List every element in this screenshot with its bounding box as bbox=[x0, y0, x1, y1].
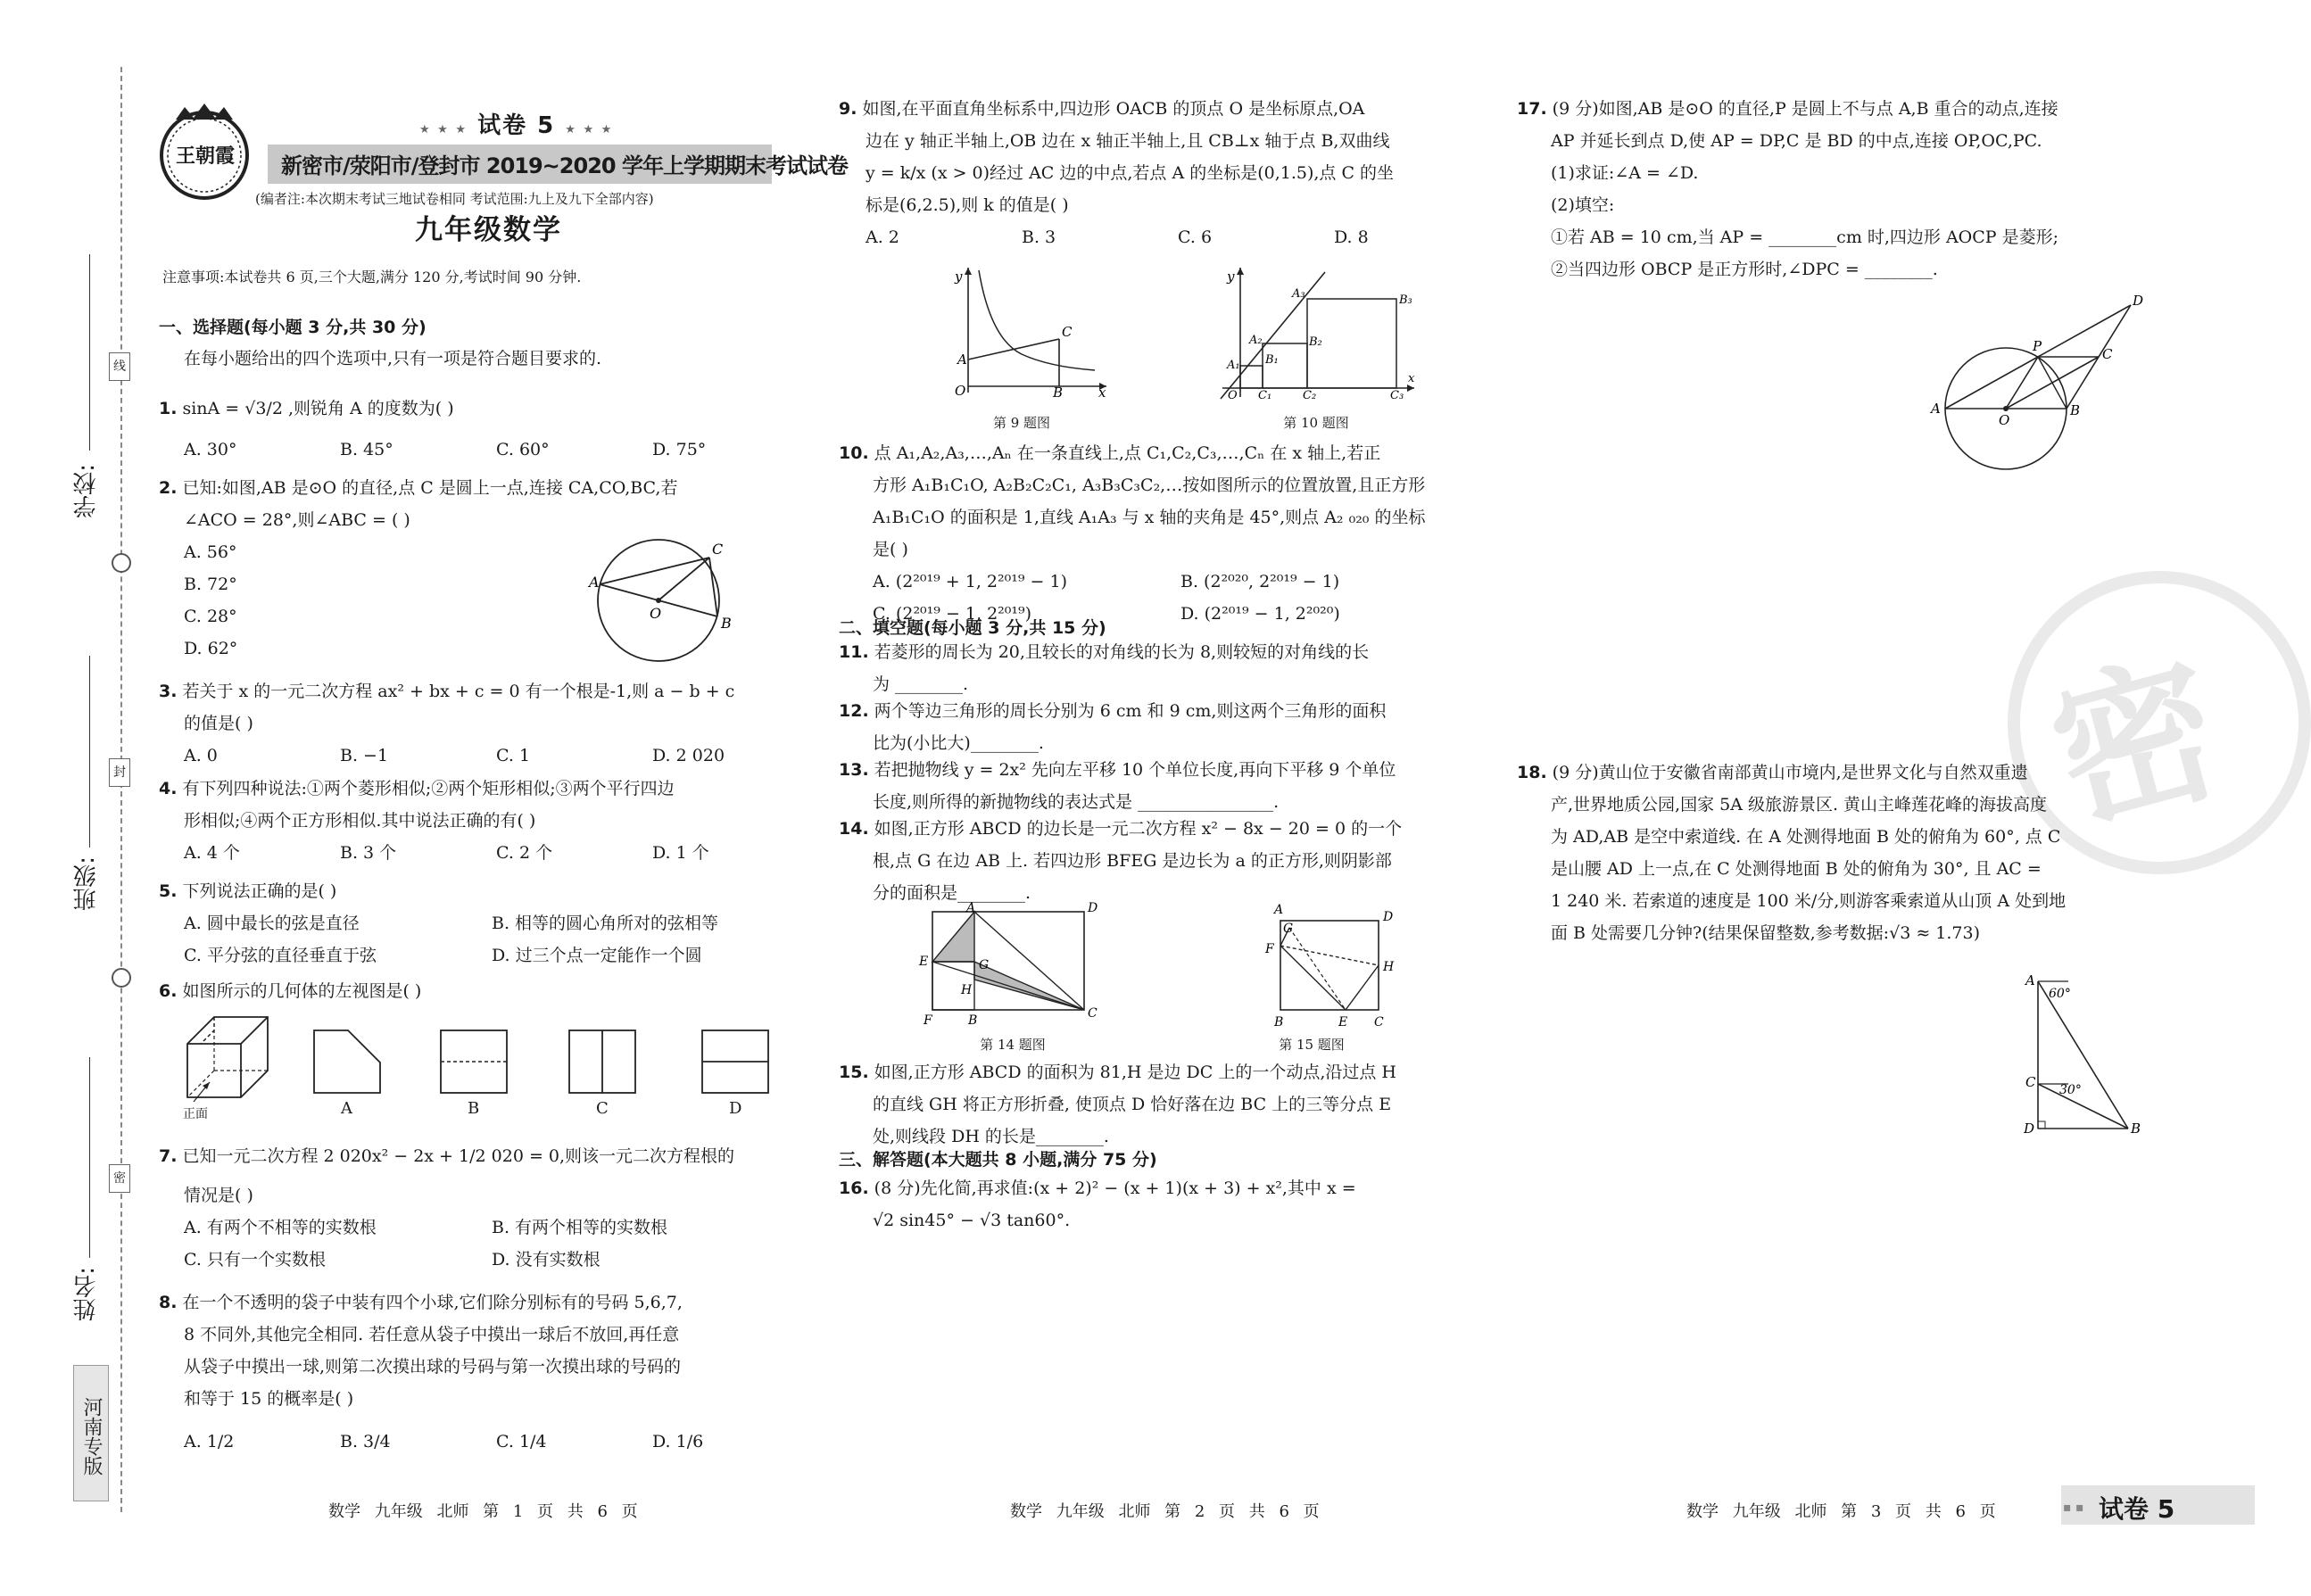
q14-caption: 第 14 题图 bbox=[980, 1037, 1046, 1053]
province-box: 河南专版 bbox=[73, 1365, 109, 1501]
q9-option-a[interactable]: A. 2 bbox=[866, 227, 899, 247]
svg-text:y: y bbox=[955, 269, 963, 285]
question-16: 16. (8 分)先化简,再求值:(x + 2)² − (x + 1)(x + 3) + x²,其中 x = √2 sin45° − √3 tan60°. bbox=[839, 1178, 1356, 1230]
exam-title: 新密市/荥阳市/登封市 2019~2020 学年上学期期末考试试卷 bbox=[281, 153, 848, 178]
question-7: 7. 已知一元二次方程 2 020x² − 2x + 1/2 020 = 0,则该一元二次方程根的 情况是( ) A. 有两个不相等的实数根 B. 有两个相等的实数根 C. 只有一个实数根 D. 没有实数根 bbox=[159, 1140, 799, 1276]
svg-text:C: C bbox=[1374, 1015, 1384, 1030]
svg-text:C: C bbox=[2025, 1074, 2036, 1090]
q7-option-c[interactable]: C. 只有一个实数根 bbox=[184, 1250, 326, 1269]
binding-mark-3: 密 bbox=[109, 1164, 130, 1193]
q3-option-a[interactable]: A. 0 bbox=[184, 746, 218, 765]
svg-text:E: E bbox=[919, 955, 929, 969]
svg-text:y: y bbox=[1227, 269, 1235, 285]
subject-title: 九年级数学 bbox=[415, 214, 562, 246]
q6-option-b-figure[interactable] bbox=[439, 1029, 510, 1096]
q4-option-d[interactable]: D. 1 个 bbox=[652, 843, 709, 863]
q15-figure bbox=[1249, 901, 1405, 1030]
name-label: 姓名: bbox=[73, 1267, 100, 1321]
q5-option-d[interactable]: D. 过三个点一定能作一个圆 bbox=[492, 946, 702, 965]
binding-mark-2: 封 bbox=[109, 758, 130, 787]
school-label: 学校: bbox=[73, 464, 100, 518]
q10-caption: 第 10 题图 bbox=[1283, 415, 1349, 431]
svg-text:C: C bbox=[1088, 1006, 1098, 1021]
q10-option-c[interactable]: C. (2²⁰¹⁹ − 1, 2²⁰¹⁹) bbox=[873, 604, 1032, 624]
class-line bbox=[89, 656, 90, 848]
svg-text:P: P bbox=[2033, 338, 2042, 354]
q6-label-a: A bbox=[341, 1099, 352, 1118]
svg-text:A₁: A₁ bbox=[1227, 359, 1240, 372]
svg-text:G: G bbox=[1283, 922, 1294, 936]
footer-badge-dots: ▪ ▪ bbox=[2063, 1501, 2084, 1515]
svg-text:F: F bbox=[924, 1013, 932, 1028]
q6-label-c: C bbox=[596, 1099, 609, 1118]
q9-option-c[interactable]: C. 6 bbox=[1178, 227, 1213, 247]
q9-caption: 第 9 题图 bbox=[992, 415, 1051, 431]
svg-text:O: O bbox=[955, 383, 966, 399]
q6-front-label: 正面 bbox=[183, 1107, 208, 1121]
svg-text:B: B bbox=[1053, 385, 1064, 401]
svg-text:O: O bbox=[1228, 389, 1238, 402]
svg-text:O: O bbox=[650, 605, 662, 622]
footer-page-1: 数学 九年级 北师 第 1 页 共 6 页 bbox=[328, 1502, 638, 1521]
q17-figure bbox=[1927, 293, 2144, 473]
q3-option-c[interactable]: C. 1 bbox=[496, 746, 531, 765]
svg-text:D: D bbox=[2133, 293, 2144, 309]
star-icon: ★ ★ ★ bbox=[419, 123, 468, 136]
section2-title: 二、填空题(每小题 3 分,共 15 分) bbox=[839, 618, 1106, 638]
svg-text:A: A bbox=[966, 901, 976, 915]
section3-title: 三、解答题(本大题共 8 小题,满分 75 分) bbox=[839, 1150, 1157, 1170]
q2-option-d[interactable]: D. 62° bbox=[184, 639, 238, 658]
svg-text:D: D bbox=[1088, 901, 1098, 915]
q1-option-a[interactable]: A. 30° bbox=[184, 440, 237, 459]
q1-option-c[interactable]: C. 60° bbox=[496, 440, 550, 459]
footer-badge: 试卷 5 bbox=[2099, 1494, 2175, 1524]
q7-option-a[interactable]: A. 有两个不相等的实数根 bbox=[184, 1218, 377, 1237]
svg-text:E: E bbox=[1338, 1015, 1348, 1030]
svg-text:H: H bbox=[961, 983, 973, 997]
exam-badge: ★ ★ ★ 试卷 5 ★ ★ ★ bbox=[419, 112, 614, 139]
svg-text:A: A bbox=[2025, 972, 2035, 988]
q4-option-b[interactable]: B. 3 个 bbox=[340, 843, 397, 863]
q8-option-c[interactable]: C. 1/4 bbox=[496, 1432, 547, 1451]
svg-text:C₃: C₃ bbox=[1390, 389, 1404, 402]
q10-option-a[interactable]: A. (2²⁰¹⁹ + 1, 2²⁰¹⁹ − 1) bbox=[873, 572, 1067, 591]
svg-text:A: A bbox=[589, 574, 600, 591]
q5-option-a[interactable]: A. 圆中最长的弦是直径 bbox=[184, 914, 360, 933]
logo bbox=[153, 100, 256, 203]
exam-notice: 注意事项:本试卷共 6 页,三个大题,满分 120 分,考试时间 90 分钟. bbox=[162, 269, 582, 285]
q1-option-b[interactable]: B. 45° bbox=[340, 440, 393, 459]
question-12: 12. 两个等边三角形的周长分别为 6 cm 和 9 cm,则这两个三角形的面积 比为(小比大)________. bbox=[839, 701, 1387, 753]
question-14: 14. 如图,正方形 ABCD 的边长是一元二次方程 x² − 8x − 20 = 0 的一个 根,点 G 在边 AB 上. 若四边形 BFEG 是边长为 a 的正方形,则阴影部 分的面积是________. bbox=[839, 819, 1403, 903]
svg-text:H: H bbox=[1383, 960, 1395, 974]
q6-label-b: B bbox=[468, 1099, 480, 1118]
q2-option-c[interactable]: C. 28° bbox=[184, 607, 237, 626]
question-10: 10. 点 A₁,A₂,A₃,…,Aₙ 在一条直线上,点 C₁,C₂,C₃,…,Cₙ 在 x 轴上,若正 方形 A₁B₁C₁O, A₂B₂C₂C₁, A₃B₃C₃C₂,…按如图所示的位置放置,且正方形 A₁B₁C₁O 的面积是 1,直线 A₁A₃ 与 x 轴的夹角是 45°,则点 A₂ ₀₂₀ 的坐标 是( ) A. (2²⁰¹⁹ + 1, 2²⁰¹⁹ − 1) B. (2²⁰²⁰, 2²⁰¹⁹ − 1) C. (2²⁰¹⁹ − 1, 2²⁰¹⁹) D. (2²⁰¹⁹ − 1, 2²⁰²⁰) bbox=[839, 437, 1488, 630]
svg-text:B: B bbox=[721, 615, 732, 632]
binding-hole-2 bbox=[112, 968, 131, 988]
question-2: 2. 已知:如图,AB 是⊙O 的直径,点 C 是圆上一点,连接 CA,CO,BC,若 ∠ACO = 28°,则∠ABC = ( ) A. 56° B. 72° C. 28° D. 62° bbox=[159, 472, 677, 665]
q10-option-b[interactable]: B. (2²⁰²⁰, 2²⁰¹⁹ − 1) bbox=[1180, 572, 1340, 591]
svg-text:C: C bbox=[1062, 324, 1073, 340]
svg-text:B₃: B₃ bbox=[1399, 294, 1412, 307]
svg-text:B₁: B₁ bbox=[1265, 353, 1279, 367]
binding-dashed-line bbox=[120, 67, 122, 1512]
q18-angle-60: 60° bbox=[2049, 987, 2071, 1001]
question-9: 9. 如图,在平面直角坐标系中,四边形 OACB 的顶点 O 是坐标原点,OA 边在 y 轴正半轴上,OB 边在 x 轴正半轴上,且 CB⊥x 轴于点 B,双曲线 y = k/x (x > 0)经过 AC 边的中点,若点 A 的坐标是(0,1.5),点 C 的坐 标是(6,2.5),则 k 的值是( ) A. 2 B. 3 C. 6 D. 8 bbox=[839, 93, 1490, 253]
q2-option-a[interactable]: A. 56° bbox=[184, 542, 237, 562]
q9-option-b[interactable]: B. 3 bbox=[1022, 227, 1056, 247]
q5-option-b[interactable]: B. 相等的圆心角所对的弦相等 bbox=[492, 914, 719, 933]
school-line bbox=[89, 254, 90, 451]
svg-text:A₃: A₃ bbox=[1292, 287, 1305, 301]
svg-text:B: B bbox=[2070, 402, 2081, 418]
svg-text:F: F bbox=[1265, 942, 1274, 956]
q18-angle-30: 30° bbox=[2059, 1083, 2082, 1097]
footer-page-3: 数学 九年级 北师 第 3 页 共 6 页 bbox=[1686, 1502, 1996, 1521]
q6-option-d-figure[interactable] bbox=[700, 1029, 772, 1096]
svg-text:C: C bbox=[2102, 346, 2113, 362]
q15-caption: 第 15 题图 bbox=[1279, 1037, 1345, 1053]
svg-text:x: x bbox=[1098, 385, 1106, 401]
svg-text:B: B bbox=[1274, 1015, 1284, 1030]
svg-text:A: A bbox=[957, 351, 967, 368]
question-13: 13. 若把抛物线 y = 2x² 先向左平移 10 个单位长度,再向下平移 9 个单位 长度,则所得的新抛物线的表达式是 ________________. bbox=[839, 760, 1396, 812]
svg-text:C₂: C₂ bbox=[1303, 389, 1317, 402]
q5-option-c[interactable]: C. 平分弦的直径垂直于弦 bbox=[184, 946, 377, 965]
svg-text:D: D bbox=[1383, 910, 1394, 924]
q10-option-d[interactable]: D. (2²⁰¹⁹ − 1, 2²⁰²⁰) bbox=[1180, 604, 1340, 624]
section1-title: 一、选择题(每小题 3 分,共 30 分) bbox=[159, 318, 427, 337]
svg-text:A: A bbox=[1931, 401, 1941, 417]
footer-page-2: 数学 九年级 北师 第 2 页 共 6 页 bbox=[1010, 1502, 1320, 1521]
svg-text:B: B bbox=[968, 1013, 978, 1028]
binding-mark-1: 线 bbox=[109, 352, 130, 381]
q8-option-d[interactable]: D. 1/6 bbox=[652, 1432, 704, 1451]
class-label: 班级: bbox=[73, 856, 100, 911]
q2-circle-figure bbox=[589, 531, 750, 678]
q8-option-b[interactable]: B. 3/4 bbox=[340, 1432, 391, 1451]
q3-option-b[interactable]: B. −1 bbox=[340, 746, 389, 765]
q8-option-a[interactable]: A. 1/2 bbox=[184, 1432, 235, 1451]
svg-text:D: D bbox=[2024, 1121, 2035, 1137]
question-15: 15. 如图,正方形 ABCD 的面积为 81,H 是边 DC 上的一个动点,沿过点 H 的直线 GH 将正方形折叠, 使顶点 D 恰好落在边 BC 上的三等分点 E 处,则线段 DH 的长是________. bbox=[839, 1063, 1396, 1146]
svg-text:B₂: B₂ bbox=[1309, 335, 1322, 349]
q2-option-b[interactable]: B. 72° bbox=[184, 575, 237, 594]
q6-option-a-figure[interactable] bbox=[312, 1029, 384, 1096]
name-line bbox=[89, 1057, 90, 1258]
question-6: 6. 如图所示的几何体的左视图是( ) bbox=[159, 981, 422, 1001]
question-3: 3. 若关于 x 的一元二次方程 ax² + bx + c = 0 有一个根是-1,则 a − b + c 的值是( ) A. 0 B. −1 C. 1 D. 2 020 bbox=[159, 675, 808, 772]
exam-note: (编者注:本次期末考试三地试卷相同 考试范围:九上及九下全部内容) bbox=[255, 191, 654, 207]
q7-option-d[interactable]: D. 没有实数根 bbox=[492, 1250, 601, 1269]
q7-option-b[interactable]: B. 有两个相等的实数根 bbox=[492, 1218, 668, 1237]
question-18: 18. (9 分)黄山位于安徽省南部黄山市境内,是世界文化与自然双重遗 产,世界地质公园,国家 5A 级旅游景区. 黄山主峰莲花峰的海拔高度 为 AD,AB 是空中索道线. 在 A 处测得地面 B 处的俯角为 60°, 点 C 是山腰 AD 上一点,在 C 处测得地面 B 处的俯角为 30°, 且 AC = 1 240 米. 若索道的速度是 100 米/分,则游客乘索道从山顶 A 处到地 面 B 处需要几分钟?(结果保留整数,参考数据:√3 ≈ 1.73) bbox=[1517, 763, 2067, 943]
svg-text:C: C bbox=[712, 541, 724, 558]
svg-text:A₂: A₂ bbox=[1249, 334, 1263, 347]
svg-text:A: A bbox=[1274, 903, 1284, 917]
q1-text: sinA = √3/2 ,则锐角 A 的度数为( ) bbox=[182, 399, 454, 418]
binding-hole-1 bbox=[112, 553, 131, 573]
svg-text:C₁: C₁ bbox=[1258, 389, 1272, 402]
question-8: 8. 在一个不透明的袋子中装有四个小球,它们除分别标有的号码 5,6,7, 8 不同外,其他完全相同. 若任意从袋子中摸出一球后不放回,再任意 从袋子中摸出一球,则第二次摸出球的号码与第一次摸出球的号码的 和等于 15 的概率是( ) A. 1/2 B. 3/4 C. 1/4 D. 1/6 bbox=[159, 1286, 808, 1458]
question-11: 11. 若菱形的周长为 20,且较长的对角线的长为 8,则较短的对角线的长 为 ________. bbox=[839, 642, 1370, 694]
svg-text:G: G bbox=[979, 958, 990, 972]
question-1: 1. sinA = √3/2 ,则锐角 A 的度数为( ) A. 30° B. 45° C. 60° D. 75° bbox=[159, 393, 808, 466]
q10-figure bbox=[1213, 263, 1423, 401]
question-4: 4. 有下列四种说法:①两个菱形相似;②两个矩形相似;③两个平行四边 形相似;④两个正方形相似.其中说法正确的有( ) A. 4 个 B. 3 个 C. 2 个 D. 1 个 bbox=[159, 773, 808, 869]
svg-text:B: B bbox=[2131, 1121, 2141, 1137]
watermark-text: 密 bbox=[2034, 633, 2239, 856]
q14-figure bbox=[915, 901, 1098, 1030]
svg-text:x: x bbox=[1408, 372, 1415, 385]
logo-text: 王朝霞 bbox=[175, 145, 235, 168]
question-17: 17. (9 分)如图,AB 是⊙O 的直径,P 是圆上不与点 A,B 重合的动点,连接 AP 并延长到点 D,使 AP = DP,C 是 BD 的中点,连接 OP,OC,PC. (1)求证:∠A = ∠D. (2)填空: ①若 AB = 10 cm,当 AP = ________cm 时,四边形 AOCP 是菱形; ②当四边形 OBCP 是正方形时,∠DPC = ________. bbox=[1517, 99, 2059, 279]
q4-option-c[interactable]: C. 2 个 bbox=[496, 843, 553, 863]
star-icon: ★ ★ ★ bbox=[565, 123, 614, 136]
question-5: 5. 下列说法正确的是( ) A. 圆中最长的弦是直径 B. 相等的圆心角所对的弦相等 C. 平分弦的直径垂直于弦 D. 过三个点一定能作一个圆 bbox=[159, 875, 799, 972]
svg-text:O: O bbox=[1999, 412, 2010, 428]
q9-option-d[interactable]: D. 8 bbox=[1334, 227, 1369, 247]
q18-figure bbox=[2017, 972, 2150, 1142]
section1-intro: 在每小题给出的四个选项中,只有一项是符合题目要求的. bbox=[184, 349, 602, 368]
q1-option-d[interactable]: D. 75° bbox=[652, 440, 707, 459]
q6-option-c-figure[interactable] bbox=[567, 1029, 639, 1096]
q9-figure bbox=[941, 263, 1115, 401]
q3-option-d[interactable]: D. 2 020 bbox=[652, 746, 725, 765]
q4-option-a[interactable]: A. 4 个 bbox=[184, 843, 240, 863]
q6-label-d: D bbox=[729, 1099, 742, 1118]
